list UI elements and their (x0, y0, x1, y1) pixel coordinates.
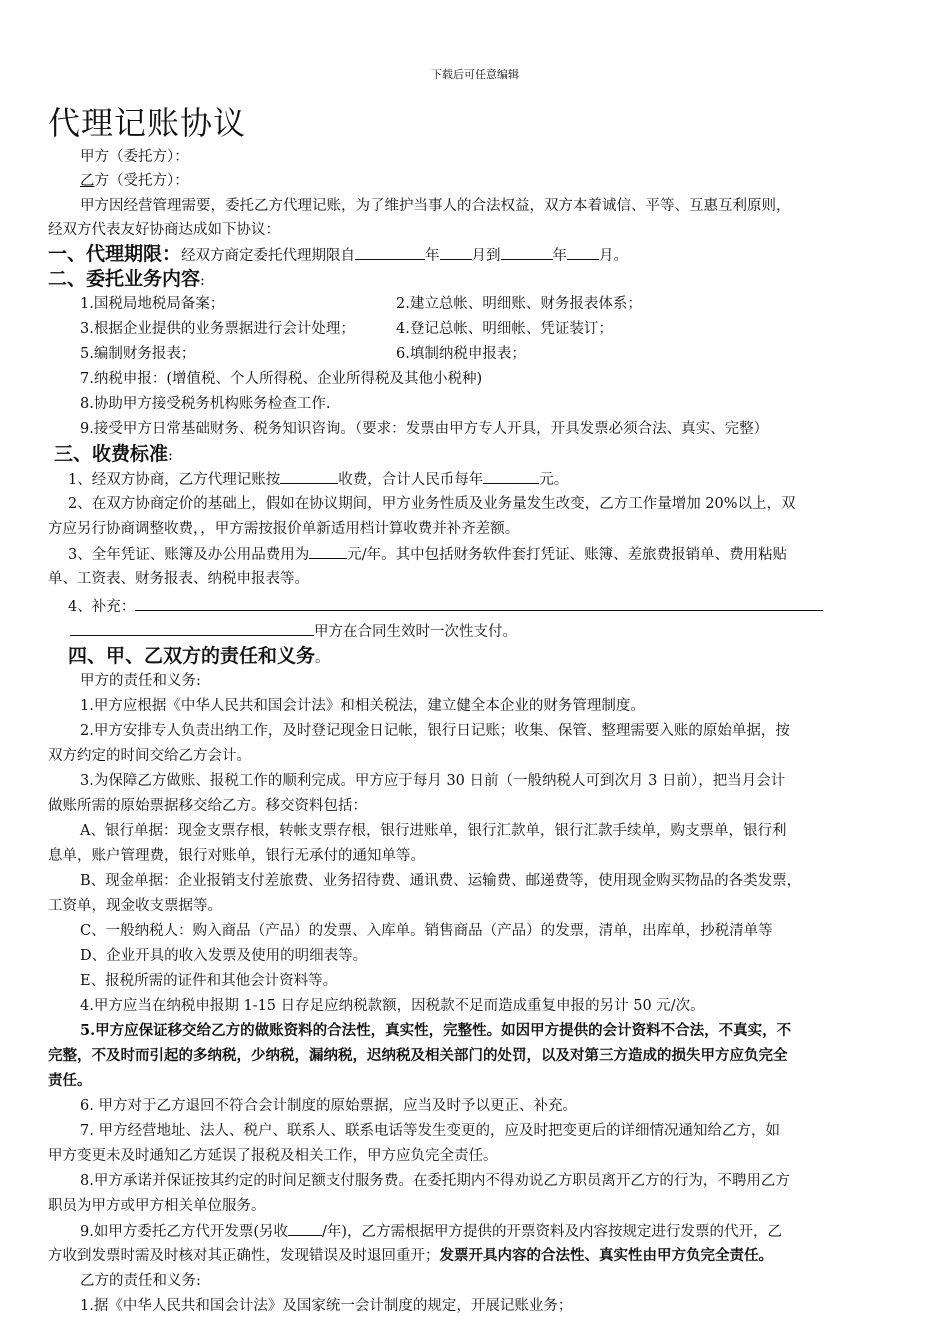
a-item-2b: 双方约定的时间交给乙方会计。 (48, 748, 251, 764)
a-item-E: E、报税所需的证件和其他会计资料等。 (80, 973, 338, 989)
a-item-5c: 责任。 (48, 1072, 92, 1089)
section-4-title: 四、甲、乙双方的责任和义务 (68, 645, 316, 667)
b-item-1: 1.据《中华人民共和国会计法》及国家统一会计制度的规定，开展记账业务； (80, 1298, 573, 1314)
sec2-item-7: 7.纳税申报：(增值税、个人所得税、企业所得税及其他小税种) (80, 371, 483, 387)
intro-line-1: 甲方因经营管理需要，委托乙方代理记账，为了维护当事人的合法权益，双方本着诚信、平等、互惠互利原则， (80, 198, 791, 214)
sec3-item-3a (68, 542, 928, 567)
sec3-1-text-b: 收费，合计人民币每年 (338, 472, 484, 488)
year-label-1: 年 (425, 248, 440, 264)
a-item-7a: 7. 甲方经营地址、法人、税户、联系人、联系电话等发生变更的，应及时把变更后的详细情况通知给乙方，如 (80, 1123, 780, 1139)
a-item-8a: 8.甲方承诺并保证按其约定的时间足额支付服务费。在委托期内不得劝说乙方职员离开乙方的行为，不聘用乙方 (80, 1173, 790, 1189)
blank-start-year[interactable] (355, 243, 425, 260)
section-4-heading (68, 644, 928, 670)
party-b-prefix: 乙 (80, 173, 95, 189)
a-item-9b (48, 1244, 908, 1268)
sec3-item-2a: 2、在双方协商定价的基础上，假如在协议期间，甲方业务性质及业务量发生改变，乙方工作量增加 20%以上，双 (68, 496, 796, 512)
section-2-heading (48, 267, 908, 293)
section-1 (48, 242, 908, 268)
a-item-1: 1.甲方应根据《中华人民共和国会计法》和相关税法，建立健全本企业的财务管理制度。 (80, 698, 645, 714)
sec2-row-2 (80, 317, 940, 341)
sec2-item-9: 9.接受甲方日常基础财务、税务知识咨询。（要求：发票由甲方专人开具，开具发票必须合法、真实、完整） (80, 421, 769, 437)
party-b-suffix: 方（受托方）： (94, 173, 189, 189)
sec2-item-4: 4.登记总帐、明细帐、凭证装订； (396, 321, 613, 337)
sec2-item-1: 1.国税局地税局备案； (80, 296, 225, 312)
a-item-4: 4.甲方应当在纳税申报期 1-15 日存足应纳税款额，因税款不足而造成重复申报的另计 50 元/次。 (80, 998, 705, 1014)
a-item-B1: B、现金单据：企业报销支付差旅费、业务招待费、通讯费、运输费、邮递费等，使用现金购买物品的各类发票， (80, 873, 802, 889)
sec2-row-1 (80, 292, 940, 316)
section-4-dot: 。 (315, 650, 330, 666)
sec2-item-5: 5.编制财务报表； (80, 346, 196, 362)
month-label-2: 月。 (599, 248, 629, 264)
blank-fee-basis[interactable] (280, 467, 338, 484)
section-3-heading (54, 442, 914, 468)
a-item-5a: 5.甲方应保证移交给乙方的做账资料的合法性，真实性，完整性。如因甲方提供的会计资料不合法，不真实，不 (80, 1022, 792, 1039)
blank-start-month[interactable] (440, 243, 472, 260)
month-to-label: 月到 (471, 248, 501, 264)
section-2-colon: : (200, 273, 205, 289)
party-a-line: 甲方（委托方）： (80, 149, 189, 165)
blank-invoice-fee[interactable] (288, 1219, 322, 1236)
sec3-4b-text: 甲方在合同生效时一次性支付。 (314, 624, 517, 640)
sec3-4-label: 4、补充： (68, 599, 136, 615)
a-item-3a: 3.为保障乙方做账、报税工作的顺利完成。甲方应于每月 30 日前（一般纳税人可到次月 3 日前），把当月会计 (80, 773, 786, 789)
blank-supplement-2[interactable] (70, 619, 314, 636)
party-b-line (80, 169, 940, 193)
a-item-3b: 做账所需的原始票据移交给乙方。移交资料包括： (48, 798, 367, 814)
a9b-text-bold: 发票开具内容的合法性、真实性由甲方负完全责任。 (439, 1247, 773, 1264)
section-2-title: 二、委托业务内容 (48, 268, 201, 290)
a-item-2a: 2.甲方安排专人负责出纳工作，及时登记现金日记帐，银行日记账；收集、保管、整理需要入账的原始单据，按 (80, 723, 790, 739)
blank-supplies-fee[interactable] (309, 542, 347, 559)
a-item-D: D、企业开具的收入发票及使用的明细表等。 (80, 948, 368, 964)
sec3-1-text-a: 1、经双方协商，乙方代理记账按 (68, 472, 281, 488)
section-3-colon: : (168, 448, 173, 464)
header-note: 下载后可任意编辑 (431, 68, 519, 81)
blank-end-year[interactable] (501, 243, 553, 260)
sec3-3-text-a: 3、全年凭证、账簿及办公用品费用为 (68, 547, 310, 563)
a-item-B2: 工资单，现金收支票据等。 (48, 898, 222, 914)
party-a-duty-title: 甲方的责任和义务: (80, 673, 201, 689)
sec3-1-text-c: 元。 (539, 472, 569, 488)
sec3-item-4 (68, 594, 928, 619)
section-1-title: 一、代理期限： (48, 243, 182, 265)
a-item-A2: 息单，账户管理费，银行对账单，银行无承付的通知单等。 (48, 848, 425, 864)
sec2-item-2: 2.建立总帐、明细账、财务报表体系； (396, 296, 642, 312)
sec3-item-3b: 单、工资表、财务报表、纳税申报表等。 (48, 571, 309, 587)
blank-supplement[interactable] (135, 594, 823, 611)
sec3-item-4b (70, 619, 930, 644)
a9-text-b: /年)，乙方需根据甲方提供的开票资料及内容按规定进行发票的代开，乙 (322, 1224, 783, 1240)
a-item-5b: 完整，不及时而引起的多纳税，少纳税，漏纳税，迟纳税及相关部门的处罚，以及对第三方造成的损失甲方应负完全 (48, 1047, 788, 1064)
blank-end-month[interactable] (567, 243, 599, 260)
section-1-text: 经双方商定委托代理期限自 (181, 248, 356, 264)
a-item-7b: 甲方变更未及时通知乙方延误了报税及相关工作，甲方应负完全责任。 (48, 1148, 498, 1164)
a9-text-a: 9.如甲方委托乙方代开发票(另收 (80, 1224, 288, 1240)
party-b-duty-title: 乙方的责任和义务: (80, 1273, 201, 1289)
a-item-A1: A、银行单据：现金支票存根，转帐支票存根，银行进账单，银行汇款单，银行汇款手续单，购支票单，银行利 (80, 823, 787, 839)
a-item-6: 6. 甲方对于乙方退回不符合会计制度的原始票据，应当及时予以更正、补充。 (80, 1098, 577, 1114)
a-item-C: C、一般纳税人：购入商品（产品）的发票、入库单。销售商品（产品）的发票，清单，出库单，抄税清单等 (80, 923, 773, 939)
sec2-item-8: 8.协助甲方接受税务机构账务检查工作. (80, 396, 331, 412)
sec3-item-1 (68, 467, 928, 492)
sec3-3-text-b: 元/年。其中包括财务软件套打凭证、账簿、差旅费报销单、费用粘贴 (347, 547, 788, 563)
sec2-row-3 (80, 342, 940, 366)
a9b-text-a: 方收到发票时需及时核对其正确性，发现错误及时退回重开； (48, 1248, 440, 1264)
a-item-8b: 职员为甲方或甲方相关单位服务。 (48, 1198, 266, 1214)
intro-line-2: 经双方代表友好协商达成如下协议： (48, 222, 280, 238)
sec3-item-2b: 方应另行协商调整收费，，甲方需按报价单新适用档计算收费并补齐差额。 (48, 521, 520, 537)
a-item-9a (80, 1219, 940, 1244)
blank-annual-amount[interactable] (483, 467, 539, 484)
year-label-2: 年 (552, 248, 568, 264)
sec2-item-6: 6.填制纳税申报表； (396, 346, 526, 362)
page-title: 代理记账协议 (48, 104, 247, 142)
sec2-item-3: 3.根据企业提供的业务票据进行会计处理； (80, 321, 355, 337)
section-3-title: 三、收费标准 (54, 443, 169, 465)
